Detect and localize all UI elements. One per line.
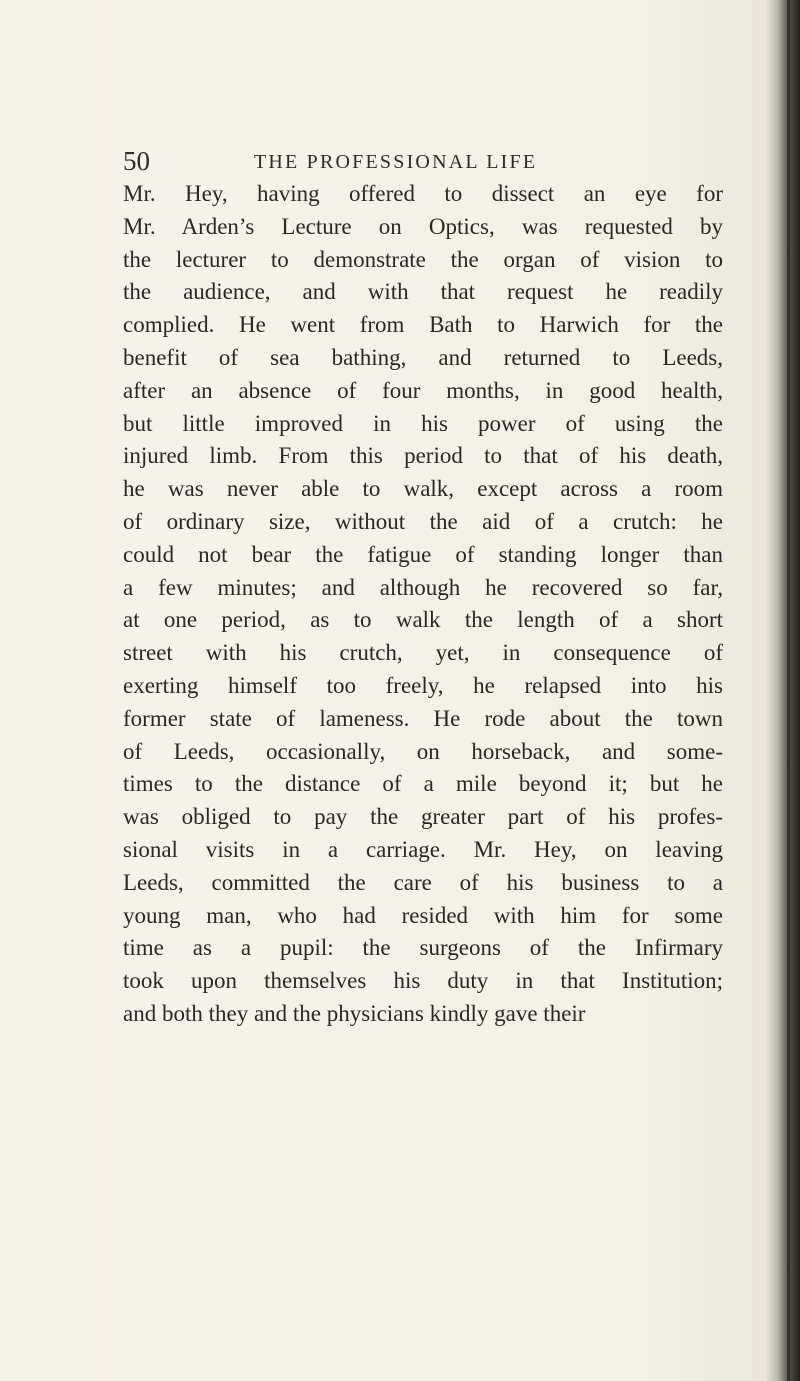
text-line: took upon themselves his duty in that Institution;: [123, 968, 723, 994]
text-line: after an absence of four months, in good health,: [123, 377, 723, 403]
text-line: time as a pupil: the surgeons of the Infirmary: [123, 935, 723, 961]
text-line: Mr. Arden’s Lecture on Optics, was requested by: [123, 213, 723, 239]
text-line: but little improved in his power of using the: [123, 410, 723, 436]
page-header: [123, 146, 663, 176]
text-line: a few minutes; and although he recovered so far,: [123, 574, 723, 600]
text-line: complied. He went from Bath to Harwich for the: [123, 312, 723, 338]
text-line: benefit of sea bathing, and returned to Leeds,: [123, 344, 723, 370]
running-head: THE PROFESSIONAL LIFE: [254, 151, 538, 173]
body-paragraph: [123, 178, 723, 1031]
text-line: of Leeds, occasionally, on horseback, and some-: [123, 738, 723, 764]
text-line: street with his crutch, yet, in consequence of: [123, 640, 723, 666]
text-line: at one period, as to walk the length of a short: [123, 607, 723, 633]
text-line: times to the distance of a mile beyond it; but he: [123, 771, 723, 797]
binding-gutter-shadow: [766, 0, 800, 1381]
binding-edge: [787, 0, 790, 1381]
text-line: exerting himself too freely, he relapsed into his: [123, 672, 723, 698]
text-line: of ordinary size, without the aid of a crutch: he: [123, 508, 723, 534]
text-line: the audience, and with that request he readily: [123, 279, 723, 305]
page-number: 50: [123, 146, 150, 176]
text-line: former state of lameness. He rode about the town: [123, 705, 723, 731]
text-line: Leeds, committed the care of his business to a: [123, 869, 723, 895]
text-line: young man, who had resided with him for some: [123, 902, 723, 928]
text-line: could not bear the fatigue of standing longer than: [123, 541, 723, 567]
text-line: he was never able to walk, except across a room: [123, 476, 723, 502]
text-line: was obliged to pay the greater part of his profes-: [123, 804, 723, 830]
text-line: Mr. Hey, having offered to dissect an eye for: [123, 181, 723, 206]
text-line: injured limb. From this period to that of his death,: [123, 443, 723, 469]
text-line: the lecturer to demonstrate the organ of vision to: [123, 246, 723, 272]
text-line: sional visits in a carriage. Mr. Hey, on leaving: [123, 836, 723, 862]
text-line: and both they and the physicians kindly gave their: [123, 1000, 586, 1026]
